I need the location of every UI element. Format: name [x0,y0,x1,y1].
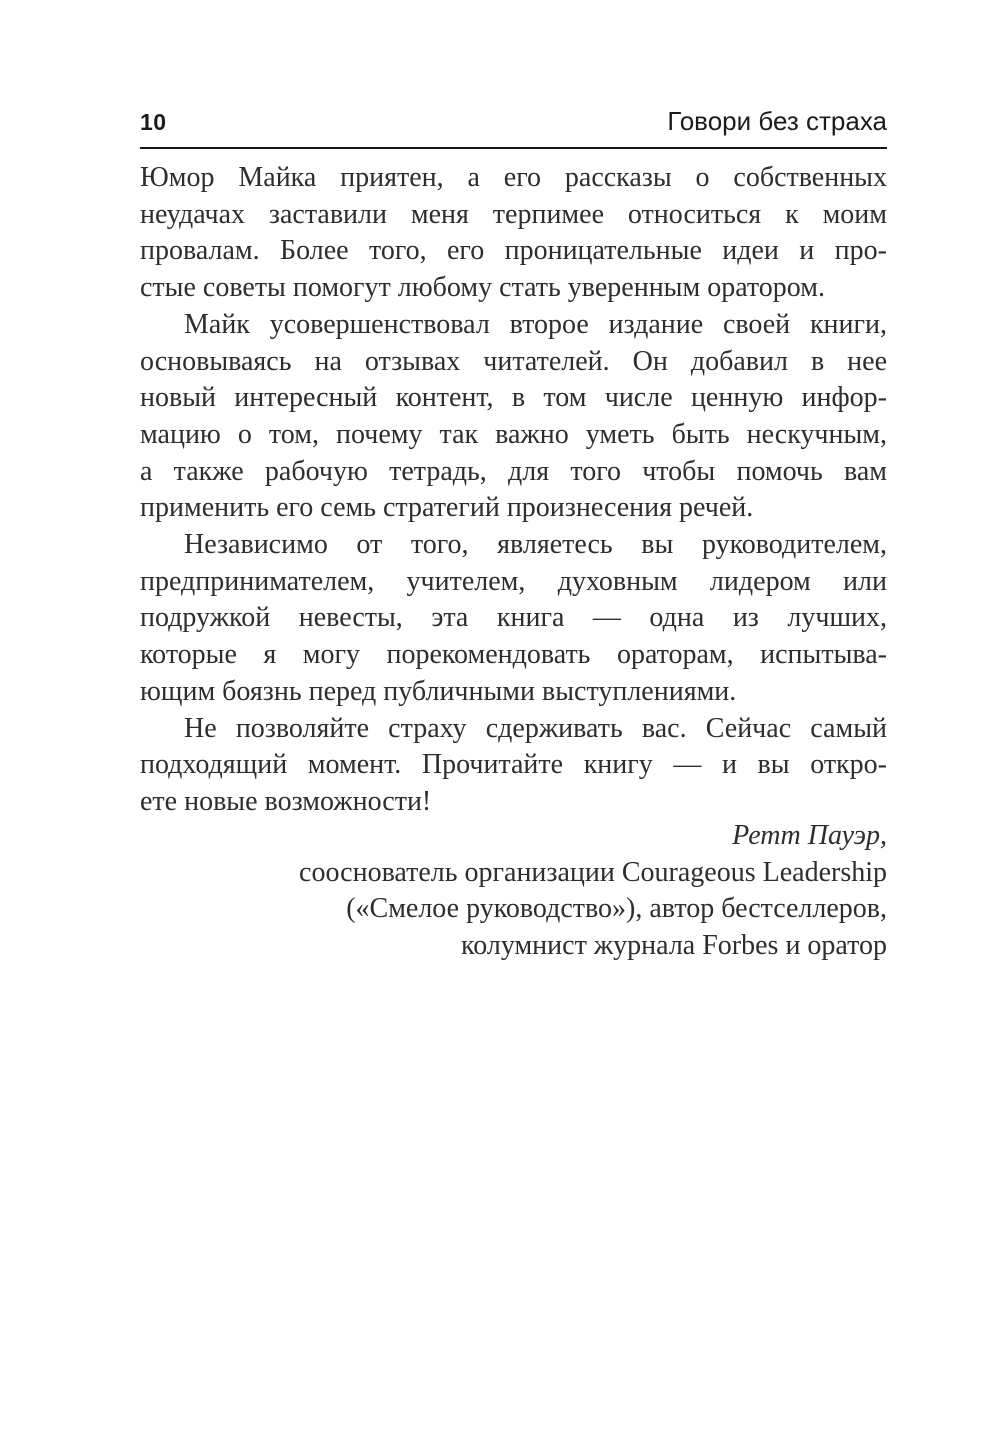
page-header [140,106,887,137]
attribution-line: («Смелое руководство»), автор бестселлеров, [346,893,887,925]
attribution-line: сооснователь организации Courageous Leadership [299,856,887,888]
text-line: Юмор Майка приятен, а его рассказы о собственных [140,162,887,193]
page-number: 10 [140,109,167,135]
text-line: ющим боязнь перед публичными выступлениями. [140,675,737,707]
text-line: стые советы помогут любому стать уверенным оратором. [140,272,825,304]
text-line: применить его семь стратегий произнесения речей. [140,492,754,524]
text-line: новый интересный контент, в том числе ценную инфор- [140,382,887,414]
attribution-block [140,818,887,965]
text-line: предпринимателем, учителем, духовным лидером или [140,565,887,597]
attribution-name: Ретт Пауэр, [732,820,887,851]
text-line: Не позволяйте страху сдерживать вас. Сейчас самый [184,712,887,744]
text-line: основываясь на отзывах читателей. Он добавил в нее [140,345,887,377]
text-line: а также рабочую тетрадь, для того чтобы помочь вам [140,455,887,487]
body-text [140,160,887,821]
text-line: которые я могу порекомендовать ораторам, испытыва- [140,639,887,671]
text-line: подружкой невесты, эта книга — одна из лучших, [140,602,887,634]
text-line: подходящий момент. Прочитайте книгу — и вы откро- [140,749,887,781]
attribution-line: колумнист журнала Forbes и оратор [461,930,887,962]
paragraph-3 [140,527,887,711]
paragraph-2 [140,307,887,527]
header-rule [140,147,887,149]
text-line: Майк усовершенствовал второе издание своей книги, [184,308,887,340]
text-line: Независимо от того, являетесь вы руководителем, [184,529,887,561]
text-line: неудачах заставили меня терпимее относиться к моим [140,198,887,230]
paragraph-1 [140,160,887,307]
running-title: Говори без страха [667,106,887,136]
text-line: провалам. Более того, его проницательные идеи и про- [140,235,887,267]
text-line: мацию о том, почему так важно уметь быть нескучным, [140,418,887,450]
paragraph-4 [140,711,887,821]
text-line: ете новые возможности! [140,785,432,817]
